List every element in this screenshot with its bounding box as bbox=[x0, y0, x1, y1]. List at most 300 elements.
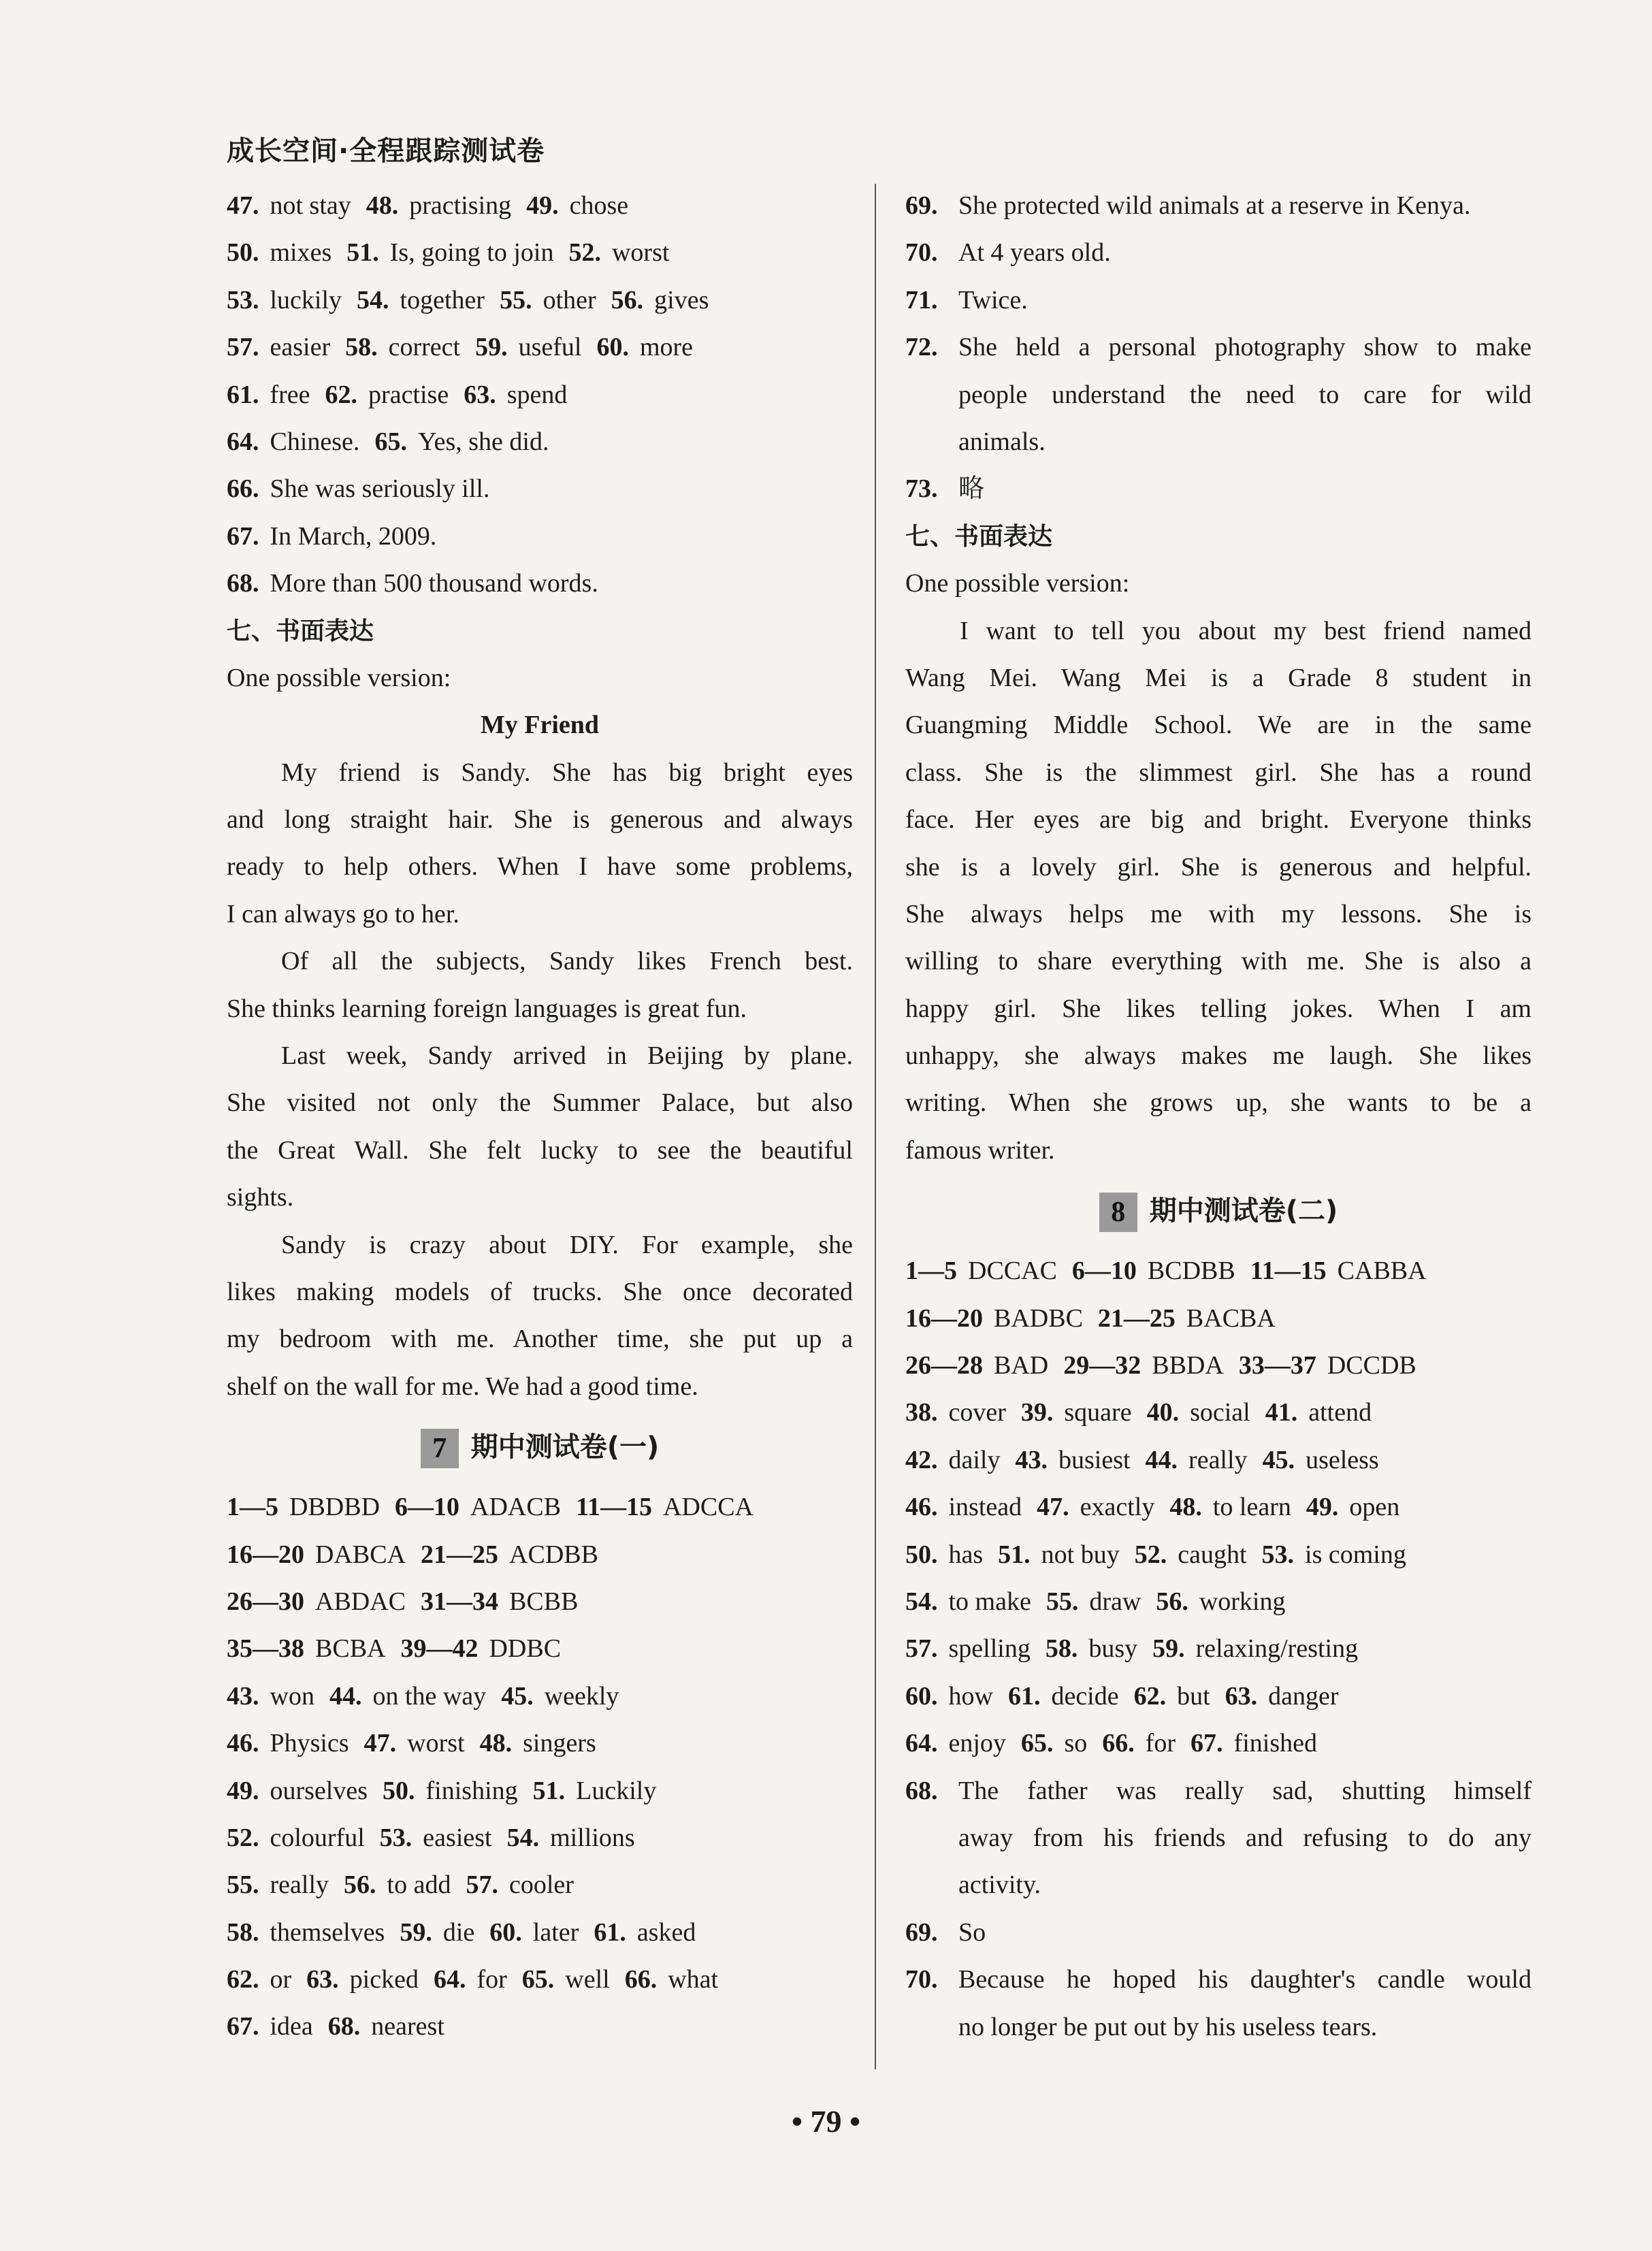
answer-text: to learn bbox=[1212, 1493, 1291, 1522]
answer-item bbox=[489, 1918, 579, 1947]
answer-item bbox=[905, 1768, 1532, 1909]
question-number: 60. bbox=[905, 1681, 938, 1711]
question-number: 49. bbox=[526, 191, 559, 220]
answer-text: later bbox=[532, 1917, 579, 1947]
essay-line: shelf on the wall for me. We had a good time. bbox=[227, 1372, 698, 1401]
answer-item bbox=[905, 1909, 1532, 1956]
essay-line: famous writer. bbox=[905, 1135, 1055, 1165]
question-number: 68. bbox=[227, 569, 259, 598]
answer-text: cover bbox=[948, 1398, 1006, 1427]
question-number: 55. bbox=[500, 285, 532, 314]
answer-item bbox=[227, 1824, 365, 1852]
answer-item bbox=[1265, 1398, 1372, 1427]
answer-line: She protected wild animals at a reserve in Kenya. bbox=[958, 191, 1471, 220]
question-number: 45. bbox=[501, 1681, 534, 1711]
answer-line: away from his friends and refusing to do any bbox=[958, 1823, 1532, 1852]
question-number: 69. bbox=[905, 1917, 938, 1947]
question-number: 42. bbox=[905, 1445, 938, 1474]
answer-text: DCCAC bbox=[968, 1257, 1057, 1286]
answer-item bbox=[905, 1587, 1031, 1616]
answer-item bbox=[1063, 1351, 1224, 1380]
question-number: 51. bbox=[346, 238, 379, 268]
answer-item bbox=[328, 2012, 444, 2041]
short-answers-block-2 bbox=[905, 1768, 1532, 2051]
essay-line: She always helps me with my lessons. She is bbox=[905, 899, 1532, 928]
answer-text: to make bbox=[948, 1587, 1031, 1616]
question-number: 66. bbox=[1102, 1729, 1135, 1758]
answer-text: BADBC bbox=[994, 1303, 1083, 1333]
answer-row bbox=[227, 1815, 853, 1862]
exam-title: 期中测试卷(二) bbox=[1149, 1195, 1338, 1227]
answer-text: CABBA bbox=[1337, 1257, 1427, 1286]
question-number: 39—42 bbox=[400, 1634, 479, 1664]
answer-item bbox=[227, 522, 436, 551]
answer-row bbox=[227, 1673, 853, 1720]
answer-text: won bbox=[270, 1681, 314, 1711]
answer-item bbox=[227, 569, 598, 598]
answer-item bbox=[345, 333, 460, 361]
answer-item bbox=[905, 182, 1532, 229]
answer-line: no longer be put out by his useless tears. bbox=[958, 2012, 1378, 2041]
question-number: 55. bbox=[227, 1871, 259, 1900]
question-number: 46. bbox=[227, 1729, 259, 1758]
question-number: 59. bbox=[400, 1917, 432, 1947]
answer-text: die bbox=[442, 1917, 475, 1947]
question-number: 62. bbox=[227, 1965, 259, 1994]
answer-item bbox=[500, 286, 596, 314]
question-number: 40. bbox=[1146, 1398, 1180, 1427]
answer-item bbox=[596, 333, 693, 361]
answer-item bbox=[905, 1446, 1000, 1474]
question-number: 47. bbox=[227, 191, 259, 220]
essay-line: ready to help others. When I have some problems, bbox=[227, 852, 853, 881]
answer-text: She was seriously ill. bbox=[270, 474, 490, 504]
answer-line: She held a personal photography show to make bbox=[958, 333, 1532, 362]
question-number: 59. bbox=[1152, 1634, 1185, 1664]
answer-text: BAD bbox=[994, 1351, 1049, 1380]
question-number: 33—37 bbox=[1238, 1351, 1316, 1380]
question-number: 67. bbox=[1191, 1729, 1223, 1758]
essay-line: Last week, Sandy arrived in Beijing by plane. bbox=[281, 1041, 853, 1071]
answer-item bbox=[1037, 1493, 1154, 1521]
question-number: 50. bbox=[905, 1540, 938, 1569]
question-number: 54. bbox=[905, 1587, 938, 1616]
answer-item bbox=[227, 2012, 313, 2041]
question-number: 51. bbox=[998, 1540, 1031, 1569]
question-number: 58. bbox=[227, 1917, 259, 1947]
essay-line: Of all the subjects, Sandy likes French best. bbox=[281, 947, 853, 976]
answer-item bbox=[905, 466, 1532, 513]
answer-item bbox=[1015, 1446, 1130, 1474]
answer-text: spelling bbox=[948, 1634, 1031, 1664]
essay-line: Guangming Middle School. We are in the same bbox=[905, 711, 1532, 740]
answer-text: to add bbox=[387, 1871, 451, 1900]
answer-text: so bbox=[1064, 1729, 1088, 1758]
answer-item bbox=[905, 1398, 1006, 1427]
question-number: 21—25 bbox=[1097, 1303, 1176, 1333]
right-column bbox=[905, 182, 1532, 2051]
answer-line: people understand the need to care for wild bbox=[958, 380, 1532, 409]
answer-item bbox=[374, 427, 549, 456]
question-number: 49. bbox=[227, 1776, 259, 1805]
answer-line: 略 bbox=[958, 474, 985, 504]
answer-item bbox=[1191, 1729, 1317, 1758]
answer-item bbox=[227, 1493, 380, 1521]
answer-item bbox=[501, 1682, 619, 1711]
possible-version-label: One possible version: bbox=[905, 569, 1130, 598]
answer-row bbox=[227, 1532, 853, 1578]
answer-text: BACBA bbox=[1186, 1303, 1276, 1333]
answer-text: relaxing/resting bbox=[1195, 1634, 1359, 1664]
question-number: 58. bbox=[1045, 1634, 1078, 1664]
answer-text: square bbox=[1064, 1398, 1132, 1427]
answer-text: singers bbox=[523, 1729, 596, 1758]
answer-item bbox=[464, 380, 567, 409]
answer-text: DBDBD bbox=[289, 1493, 380, 1522]
answer-row bbox=[905, 1342, 1532, 1389]
answer-text: ABDAC bbox=[315, 1587, 406, 1616]
question-number: 6—10 bbox=[1071, 1257, 1137, 1286]
answer-text: but bbox=[1177, 1681, 1210, 1711]
answer-item bbox=[526, 191, 628, 220]
question-number: 11—15 bbox=[576, 1493, 652, 1522]
question-number: 48. bbox=[1169, 1493, 1202, 1522]
answer-block-exam-7 bbox=[227, 1484, 853, 2051]
question-number: 57. bbox=[905, 1634, 938, 1664]
answer-text: really bbox=[270, 1871, 329, 1900]
answer-text: colourful bbox=[270, 1823, 365, 1852]
answer-text: finished bbox=[1233, 1729, 1317, 1758]
answer-text: More than 500 thousand words. bbox=[270, 569, 598, 598]
essay-line: sights. bbox=[227, 1183, 294, 1212]
question-number: 70. bbox=[905, 1965, 938, 1994]
answer-text: attend bbox=[1308, 1398, 1372, 1427]
answer-item bbox=[227, 1918, 385, 1947]
answer-text: In March, 2009. bbox=[270, 521, 437, 551]
essay-line: happy girl. She likes telling jokes. When I am bbox=[905, 994, 1532, 1023]
answer-text: nearest bbox=[371, 2012, 444, 2041]
essay-line: Wang Mei. Wang Mei is a Grade 8 student in bbox=[905, 663, 1532, 692]
answer-item bbox=[576, 1493, 754, 1521]
answer-item bbox=[421, 1540, 598, 1569]
answer-text: is coming bbox=[1305, 1540, 1406, 1569]
answer-item bbox=[1239, 1351, 1416, 1380]
answer-text: really bbox=[1188, 1445, 1248, 1474]
question-number: 60. bbox=[596, 333, 629, 362]
answer-row bbox=[905, 1389, 1532, 1436]
essay-line: Sandy is crazy about DIY. For example, she bbox=[281, 1230, 853, 1259]
answer-text: enjoy bbox=[948, 1729, 1006, 1758]
essay-line: unhappy, she always makes me laugh. She likes bbox=[905, 1041, 1532, 1071]
question-number: 6—10 bbox=[395, 1493, 460, 1522]
question-number: 66. bbox=[624, 1965, 658, 1994]
short-answers-block bbox=[905, 182, 1532, 513]
essay-line: She thinks learning foreign languages is great fun. bbox=[227, 994, 747, 1023]
question-number: 56. bbox=[344, 1871, 376, 1900]
essay-line: the Great Wall. She felt lucky to see the beautiful bbox=[227, 1135, 853, 1165]
answer-row bbox=[227, 1625, 853, 1672]
answer-text: mixes bbox=[270, 238, 332, 268]
answer-line: At 4 years old. bbox=[958, 238, 1111, 268]
answer-text: working bbox=[1199, 1587, 1286, 1616]
answer-item bbox=[400, 1918, 474, 1947]
answer-text: weekly bbox=[544, 1681, 619, 1711]
answer-text: BCDBB bbox=[1147, 1257, 1235, 1286]
answer-text: other bbox=[542, 285, 596, 314]
answer-item bbox=[227, 333, 330, 361]
question-number: 26—30 bbox=[227, 1587, 304, 1616]
answer-item bbox=[366, 191, 511, 220]
answer-text: DCCDB bbox=[1327, 1351, 1416, 1380]
question-number: 55. bbox=[1046, 1587, 1079, 1616]
answer-row bbox=[227, 1862, 853, 1909]
answer-item bbox=[434, 1965, 507, 1994]
answer-item bbox=[1072, 1257, 1235, 1285]
question-number: 65. bbox=[374, 427, 407, 456]
question-number: 65. bbox=[1020, 1729, 1054, 1758]
answer-item bbox=[227, 1729, 349, 1758]
question-number: 21—25 bbox=[421, 1540, 499, 1569]
answer-item bbox=[227, 380, 310, 409]
answer-row bbox=[227, 1720, 853, 1767]
exam-number-badge: 8 bbox=[1099, 1193, 1137, 1232]
answer-row bbox=[905, 1248, 1532, 1295]
answer-item bbox=[905, 229, 1532, 276]
answer-row bbox=[227, 1484, 853, 1531]
answer-item bbox=[1156, 1587, 1285, 1616]
answer-row bbox=[905, 1484, 1532, 1531]
answer-text: BCBA bbox=[315, 1634, 386, 1664]
answer-row bbox=[227, 229, 853, 276]
answer-item bbox=[1147, 1398, 1250, 1427]
question-number: 29—32 bbox=[1063, 1351, 1141, 1380]
answer-item bbox=[1046, 1587, 1141, 1616]
answer-item bbox=[325, 380, 449, 409]
answer-item bbox=[568, 238, 669, 267]
question-number: 63. bbox=[464, 380, 496, 409]
question-number: 53. bbox=[1261, 1540, 1295, 1569]
answer-text bbox=[958, 324, 1532, 466]
question-number: 61. bbox=[594, 1917, 626, 1947]
answer-item bbox=[905, 1956, 1532, 2051]
answer-text: picked bbox=[349, 1965, 419, 1994]
answer-text: useful bbox=[518, 333, 582, 362]
answer-item bbox=[1008, 1682, 1119, 1711]
question-number: 64. bbox=[433, 1965, 466, 1994]
question-number: 54. bbox=[506, 1823, 540, 1852]
question-number: 16—20 bbox=[905, 1303, 983, 1333]
left-column bbox=[227, 182, 853, 2051]
question-number: 56. bbox=[611, 285, 644, 314]
answer-text: not buy bbox=[1041, 1540, 1120, 1569]
answer-item bbox=[475, 333, 581, 361]
answer-item bbox=[905, 277, 1532, 324]
essay-line: willing to share everything with me. She is also a bbox=[905, 947, 1532, 976]
answer-item bbox=[421, 1587, 578, 1616]
question-number: 1—5 bbox=[905, 1257, 957, 1286]
essay-best-friend bbox=[905, 608, 1532, 1175]
question-number: 45. bbox=[1262, 1445, 1295, 1474]
answer-item bbox=[1021, 1729, 1087, 1758]
answer-text bbox=[958, 466, 1532, 513]
answer-item bbox=[344, 1871, 451, 1899]
question-number: 57. bbox=[227, 333, 259, 362]
question-number: 39. bbox=[1020, 1398, 1054, 1427]
answer-item bbox=[533, 1777, 657, 1805]
answer-row bbox=[227, 1909, 853, 1956]
question-number: 64. bbox=[905, 1729, 938, 1758]
answer-item bbox=[227, 427, 359, 456]
exam-number-badge: 7 bbox=[421, 1429, 459, 1468]
answer-text: practise bbox=[368, 380, 449, 409]
answer-text: Chinese. bbox=[270, 427, 360, 456]
answer-text: what bbox=[668, 1965, 719, 1994]
question-number: 71. bbox=[905, 285, 938, 314]
question-number: 52. bbox=[568, 238, 601, 268]
answer-item bbox=[905, 1729, 1006, 1758]
essay-line: My friend is Sandy. She has big bright eyes bbox=[281, 758, 853, 787]
answer-item bbox=[1262, 1540, 1406, 1569]
answer-item bbox=[227, 474, 489, 503]
answer-item bbox=[227, 238, 331, 267]
answer-row bbox=[905, 1720, 1532, 1767]
answer-text: Yes, she did. bbox=[417, 427, 549, 456]
answer-row bbox=[227, 466, 853, 513]
answer-text bbox=[958, 277, 1532, 324]
question-number: 48. bbox=[366, 191, 399, 220]
question-number: 47. bbox=[363, 1729, 397, 1758]
answer-text: has bbox=[948, 1540, 984, 1569]
answer-row bbox=[227, 513, 853, 560]
essay-line: likes making models of trucks. She once decorated bbox=[227, 1277, 853, 1306]
answer-block-unit-end bbox=[227, 182, 853, 608]
question-number: 26—28 bbox=[905, 1351, 983, 1380]
question-number: 43. bbox=[227, 1681, 259, 1711]
answer-text: daily bbox=[948, 1445, 1001, 1474]
answer-item bbox=[227, 1871, 329, 1899]
question-number: 61. bbox=[227, 380, 259, 409]
exam-title: 期中测试卷(一) bbox=[470, 1431, 660, 1463]
answer-text bbox=[958, 1909, 1532, 1956]
question-number: 61. bbox=[1007, 1681, 1041, 1711]
question-number: 67. bbox=[227, 2012, 259, 2041]
answer-text: spend bbox=[506, 380, 568, 409]
answer-line: So bbox=[958, 1917, 986, 1947]
answer-text: exactly bbox=[1080, 1493, 1155, 1522]
question-number: 68. bbox=[905, 1776, 938, 1805]
essay-line: writing. When she grows up, she wants to be a bbox=[905, 1088, 1532, 1118]
essay-line: She visited not only the Summer Palace, but also bbox=[227, 1088, 853, 1118]
answer-text: ourselves bbox=[270, 1776, 368, 1805]
answer-line: animals. bbox=[958, 427, 1046, 456]
answer-text: DDBC bbox=[489, 1634, 562, 1664]
answer-item bbox=[1135, 1540, 1247, 1569]
essay-line: face. Her eyes are big and bright. Everyone thinks bbox=[905, 805, 1532, 835]
question-number: 68. bbox=[327, 2012, 361, 2041]
answer-text: Luckily bbox=[576, 1776, 657, 1805]
answer-text: finishing bbox=[425, 1776, 518, 1805]
answer-text: free bbox=[270, 380, 310, 409]
answer-item bbox=[1250, 1257, 1427, 1285]
answer-item bbox=[227, 1634, 385, 1663]
answer-item bbox=[905, 1682, 993, 1711]
answer-text: social bbox=[1190, 1398, 1250, 1427]
page-number: • 79 • bbox=[791, 2104, 861, 2139]
column-divider bbox=[875, 184, 876, 2069]
answer-block-exam-8 bbox=[905, 1248, 1532, 1767]
answer-item bbox=[905, 1540, 983, 1569]
question-number: 1—5 bbox=[227, 1493, 278, 1522]
answer-text bbox=[958, 182, 1532, 229]
answer-item bbox=[1046, 1634, 1137, 1663]
question-number: 44. bbox=[329, 1681, 362, 1711]
answer-text: more bbox=[639, 333, 694, 362]
answer-text: easiest bbox=[423, 1823, 492, 1852]
answer-item bbox=[905, 1257, 1057, 1285]
answer-text: decide bbox=[1051, 1681, 1119, 1711]
answer-text: themselves bbox=[270, 1917, 385, 1947]
answer-text: Is, going to join bbox=[389, 238, 554, 268]
book-header: 成长空间·全程跟踪测试卷 bbox=[227, 135, 545, 167]
essay-line: my bedroom with me. Another time, she put up a bbox=[227, 1325, 853, 1354]
answer-item bbox=[395, 1493, 561, 1521]
answer-line: activity. bbox=[958, 1871, 1041, 1900]
question-number: 31—34 bbox=[421, 1587, 499, 1616]
answer-text: how bbox=[948, 1681, 993, 1711]
answer-text: not stay bbox=[270, 191, 351, 220]
question-number: 69. bbox=[905, 191, 938, 220]
answer-item bbox=[905, 1493, 1022, 1521]
answer-text: correct bbox=[388, 333, 461, 362]
question-number: 44. bbox=[1145, 1445, 1178, 1474]
question-number: 73. bbox=[905, 474, 938, 504]
answer-text: on the way bbox=[372, 1681, 487, 1711]
answer-item bbox=[905, 1634, 1031, 1663]
answer-text: draw bbox=[1089, 1587, 1141, 1616]
answer-item bbox=[227, 1965, 291, 1994]
answer-text: cooler bbox=[508, 1871, 574, 1900]
answer-item bbox=[1146, 1446, 1248, 1474]
answer-row bbox=[227, 182, 853, 229]
answer-item bbox=[1306, 1493, 1399, 1521]
answer-item bbox=[383, 1777, 518, 1805]
answer-text: ADACB bbox=[470, 1493, 562, 1522]
answer-text: idea bbox=[270, 2012, 313, 2041]
question-number: 38. bbox=[905, 1398, 938, 1427]
question-number: 66. bbox=[227, 474, 259, 504]
answer-text: easier bbox=[270, 333, 331, 362]
answer-text: caught bbox=[1178, 1540, 1247, 1569]
answer-text: millions bbox=[550, 1823, 635, 1852]
question-number: 63. bbox=[306, 1965, 339, 1994]
answer-text: instead bbox=[948, 1493, 1022, 1522]
question-number: 52. bbox=[1134, 1540, 1167, 1569]
answer-row bbox=[905, 1295, 1532, 1342]
answer-text: ADCCA bbox=[662, 1493, 754, 1522]
question-number: 49. bbox=[1306, 1493, 1339, 1522]
answer-row bbox=[227, 560, 853, 607]
answer-row bbox=[227, 277, 853, 324]
answer-item bbox=[357, 286, 485, 314]
question-number: 52. bbox=[227, 1823, 259, 1852]
answer-row bbox=[227, 2003, 853, 2050]
answer-item bbox=[998, 1540, 1120, 1569]
answer-text: DABCA bbox=[315, 1540, 406, 1569]
answer-row bbox=[227, 1578, 853, 1625]
answer-text: BCBB bbox=[509, 1587, 579, 1616]
question-number: 46. bbox=[905, 1493, 938, 1522]
answer-item bbox=[227, 1777, 368, 1805]
